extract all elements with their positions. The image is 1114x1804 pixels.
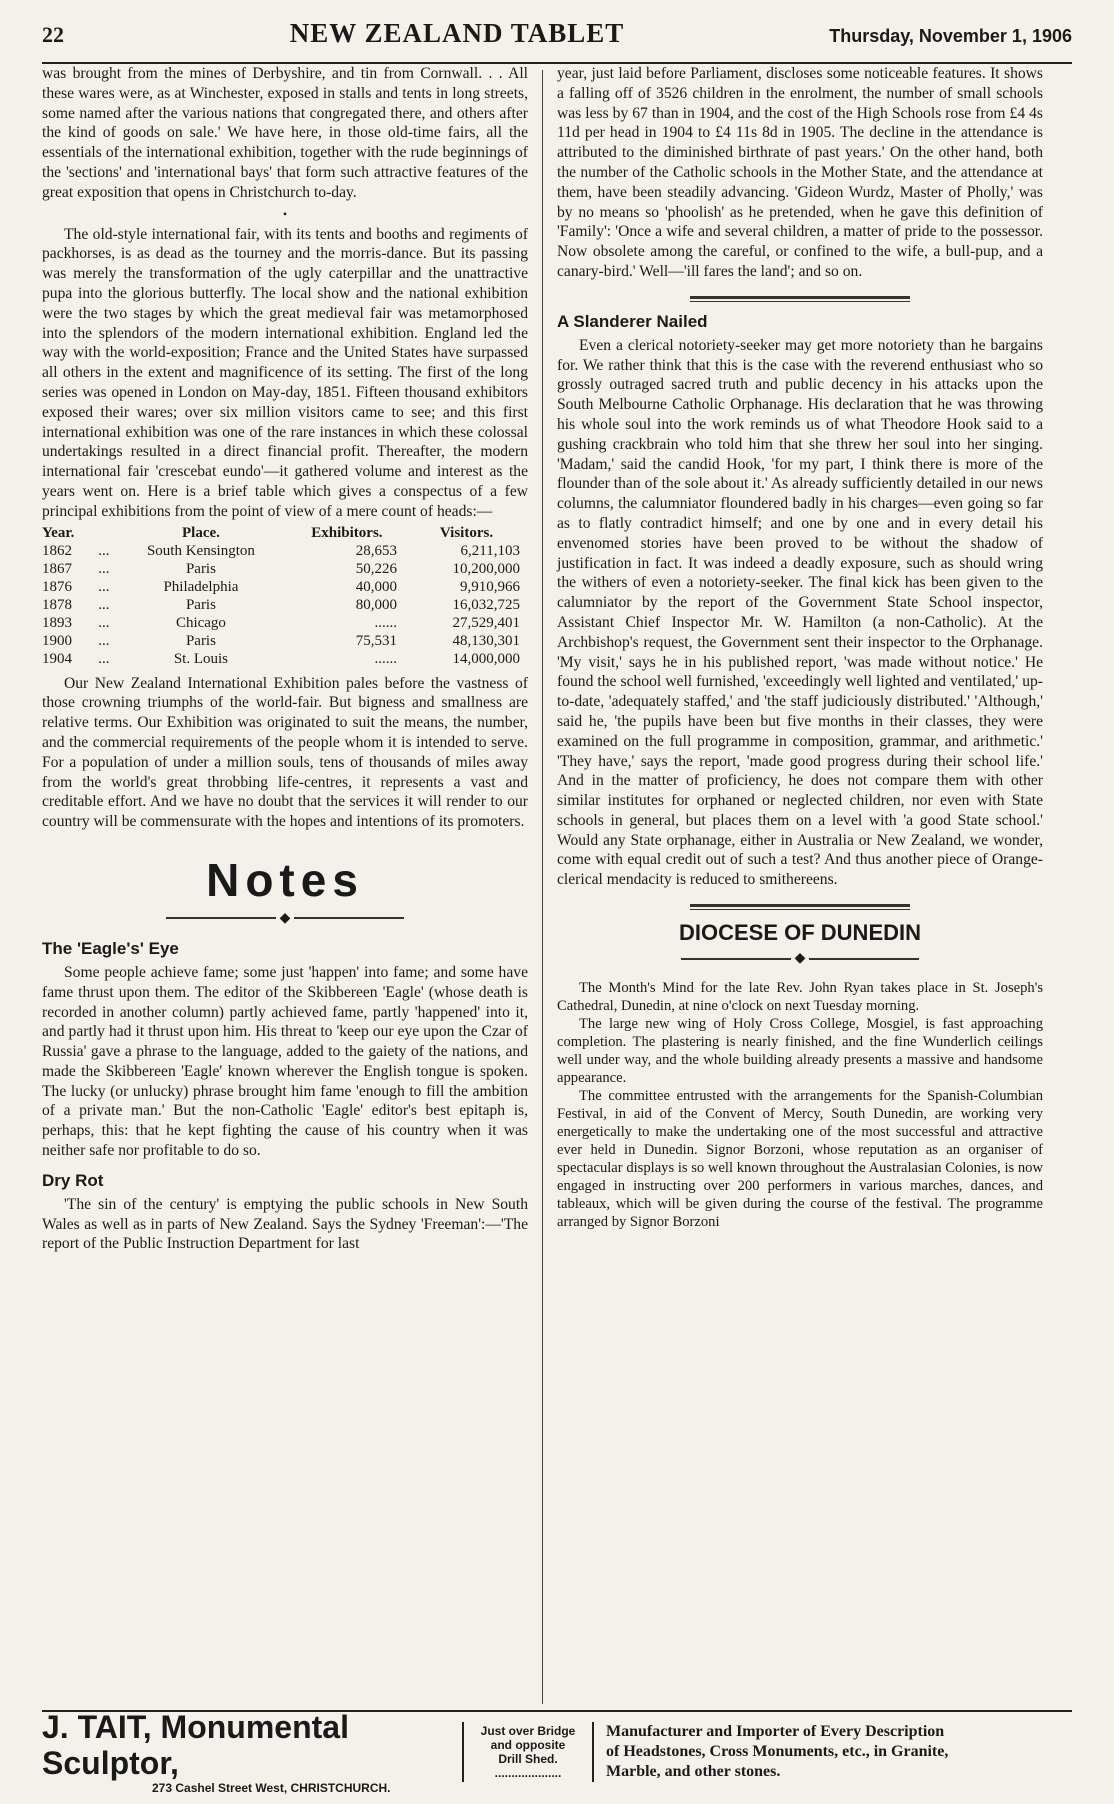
diocese-paragraph-3: The committee entrusted with the arrangements for the Spanish-Columbian Festival, in aid of the Convent of Mercy, South Dunedin, are working very energetically to make the undertaking one of the most successful and attractive ever held in Dunedin. Signor Borzoni, whose reputation as an organiser of spectacular displays is so well known throughout the Australasian Colonies, is now engaged in instructing over 200 performers in various marches, dances, and tableaux, which will be given during the course of the festival. The programme arranged by Signor Borzoni	[557, 1088, 1043, 1231]
cell-place: South Kensington	[146, 542, 255, 559]
ad-name-block	[42, 1709, 462, 1795]
ad-desc-line-3: Marble, and other stones.	[606, 1763, 781, 1780]
ad-location-line-1: Just over Bridge	[480, 1724, 576, 1738]
right-column	[543, 64, 1043, 1704]
cell-dots: ...	[98, 578, 110, 595]
ornament-bar-left	[166, 917, 276, 919]
cell-year: 1862	[42, 542, 72, 559]
cell-dots: ...	[98, 632, 110, 649]
separator-dot: •	[282, 206, 288, 221]
cell-exhibitors: 40,000	[355, 578, 397, 595]
diamond-icon: ◆	[279, 910, 291, 926]
cell-exhibitors: ......	[374, 650, 397, 667]
slanderer-heading: A Slanderer Nailed	[557, 311, 708, 331]
cell-place: St. Louis	[173, 650, 229, 667]
notes-heading: Notes	[206, 853, 364, 906]
cell-exhibitors: 50,226	[355, 560, 397, 577]
cell-visitors: 14,000,000	[452, 650, 520, 667]
ad-location-line-3: Drill Shed.	[498, 1752, 558, 1766]
table-row	[42, 542, 528, 560]
ad-description	[594, 1722, 1072, 1782]
issue-date: Thursday, November 1, 1906	[829, 26, 1072, 46]
header-exhibitors: Exhibitors.	[311, 524, 383, 541]
cell-year: 1867	[42, 560, 72, 577]
columns	[42, 64, 1072, 1704]
table-row	[42, 578, 528, 596]
ad-desc-line-2: of Headstones, Cross Monuments, etc., in Granite,	[606, 1743, 949, 1760]
eagle-heading: The 'Eagle's' Eye	[42, 938, 179, 958]
ornament-bar-right	[294, 917, 404, 919]
cell-year: 1900	[42, 632, 72, 649]
cell-dots: ...	[98, 596, 110, 613]
diamond-icon: ◆	[794, 951, 806, 967]
cell-dots: ...	[98, 650, 110, 667]
cell-exhibitors: 75,531	[355, 632, 397, 649]
cell-year: 1878	[42, 596, 72, 613]
left-column	[42, 64, 542, 1704]
diocese-paragraph-1: The Month's Mind for the late Rev. John Ryan takes place in St. Joseph's Cathedral, Dunedin, at nine o'clock on next Tuesday morning.	[557, 980, 1043, 1015]
header-dots	[95, 524, 113, 542]
cell-year: 1893	[42, 614, 72, 631]
ad-desc-line-1: Manufacturer and Importer of Every Description	[606, 1723, 945, 1740]
cell-dots: ...	[98, 614, 110, 631]
cell-visitors: 27,529,401	[452, 614, 520, 631]
header-visitors: Visitors.	[439, 524, 494, 541]
ad-location-line-2: and opposite	[490, 1738, 566, 1752]
cell-visitors: 16,032,725	[452, 596, 520, 613]
section-divider	[690, 296, 910, 302]
dry-rot-paragraph: 'The sin of the century' is emptying the public schools in New South Wales as well as in parts of New Zealand. Says the Sydney 'Freeman':—'The report of the Public Instruction Department for last	[42, 1195, 528, 1253]
diocese-heading: DIOCESE OF DUNEDIN	[678, 920, 922, 946]
eagle-paragraph: Some people achieve fame; some just 'happen' into fame; and some have fame thrust upon them. The editor of the Skibbereen 'Eagle' (whose death is recorded in another column) partly achieved fame, partly 'happened' into it, and partly had it thrust upon him. His threat to 'keep our eye upon the Czar of Russia' gave a phrase to the language, added to the gaiety of the nations, and made the Skibbereen 'Eagle' known wherever the English tongue is spoken. The lucky (or unlucky) phrase brought him fame 'enough to fill the ambition of a private man.' But the non-Catholic 'Eagle' editor's best epitaph is, perhaps, this: that he kept fighting the cause of his country when it was neither safe nor profitable to do so.	[42, 963, 528, 1160]
newspaper-title: NEW ZEALAND TABLET	[289, 18, 625, 48]
ornament-divider	[42, 910, 528, 927]
cell-place: Paris	[185, 596, 216, 613]
diocese-paragraph-2: The large new wing of Holy Cross College, Mosgiel, is fast approaching completion. The plastering is nearly finished, and the fine Wunderlich ceilings well under way, and the whole building already presents a massive and handsome appearance.	[557, 1016, 1043, 1087]
exhibition-paragraph-3: Our New Zealand International Exhibition pales before the vastness of those crowning triumphs of the world-fair. But bigness and smallness are relative terms. Our Exhibition was originated to suit the means, the number, and the commercial requirements of the people whom it is intended to serve. For a population of under a million souls, tens of thousands of miles away from the world's great throbbing life-centres, it represents a vast and creditable effort. And we have no doubt that the services it will render to our country will be commensurate with the hopes and intentions of its promoters.	[42, 674, 528, 831]
dry-rot-heading: Dry Rot	[42, 1170, 104, 1190]
masthead	[42, 18, 1072, 64]
cell-year: 1876	[42, 578, 72, 595]
exhibition-paragraph-1: was brought from the mines of Derbyshire, and tin from Cornwall. . . All these wares were, as at Winchester, exposed in stalls and tents in long streets, some named after the various nations that congregated there, and others after the kind of goods on sale.' We have here, in those old-time fairs, all the essentials of the international exhibition, together with the rude beginnings of the 'sections' and 'international bays' that form such attractive features of the great exposition that opens in Christchurch to-day.	[42, 65, 528, 201]
slanderer-paragraph: Even a clerical notoriety-seeker may get more notoriety than he bargains for. We rather think that this is the case with the reverend enthusiast who so grossly outraged sacred truth and public decency in his attacks upon the South Melbourne Catholic Orphanage. His declaration that he was throwing his whole soul into the work reminds us of what Theodore Hook said to a gushing crackbrain who told him that she threw her soul into her singing. 'Madam,' said the candid Hook, 'for my part, I think there is more of the flounder than of the sole about it.' As already sufficiently detailed in our news columns, the calumniator floundered badly in his charges—even going so far as to flatly contradict himself; and one by one and in every detail his envenomed stories have been proved to be without the shadow of justification in fact. It was indeed a deadly exposure, such as should wring the withers of even a notoriety-seeker. The final kick has been given to the calumniator by the report of the Government State School inspector, Assistant Chief Inspector Mr. W. Hamilton (a non-Catholic). At the Archbishop's request, the Government sent their inspector to the Orphanage. 'My visit,' says he in his published report, 'was made without notice.' He found the school well furnished, 'exceedingly well lighted and ventilated,' up-to-date, 'adequately staffed,' and 'the staff judiciously distributed.' 'Although,' said he, 'the pupils have been but five months in their classes, they were examined on the full programme in composition, grammar, and arithmetic.' 'They have,' says the report, 'made good progress during their school life.' And in the matter of proficiency, he does not compare them with other similar institutes for orphaned or neglected children, nor even with State schools in general, but places them on a level with 'a good State school.' Would any State orphanage, either in Australia or New Zealand, we wonder, come with equal credit out of such a test? And thus another piece of Orange-clerical mendacity is reduced to smithereens.	[557, 336, 1043, 889]
cell-exhibitors: 80,000	[355, 596, 397, 613]
cell-visitors: 10,200,000	[452, 560, 520, 577]
ornament-bar-left	[681, 958, 791, 960]
dry-rot-continued: year, just laid before Parliament, discloses some noticeable features. It shows a falling off of 3526 children in the enrolment, the number of small schools was less by 67 than in 1904, and the cost of the High Schools rose from £4 4s 11d per head in 1904 to £4 11s 8d in 1905. The decline in the attendance is attributed to the diminished birthrate of past years.' On the other hand, both the number of the Catholic schools in the Mother State, and the attendance at them, have been steadily advancing. 'Gideon Wurdz, Master of Pholly,' was by no means so 'phoolish' as he pretended, when he gave this definition of 'Family': 'Once a wife and several children, a matter of pride to the possessor. Now obsolete among the careful, or confined to the wife, a bull-pup, and a canary-bird.' Well—'ill fares the land'; and so on.	[557, 65, 1043, 280]
cell-place: Philadelphia	[163, 578, 239, 595]
cell-dots: ...	[98, 560, 110, 577]
ornament-divider	[557, 950, 1043, 967]
ad-location-block	[462, 1722, 594, 1782]
ad-location-dots: ....................	[494, 1766, 562, 1780]
section-divider	[690, 904, 910, 910]
advertisement	[42, 1709, 1072, 1795]
ornament-bar-right	[809, 958, 919, 960]
cell-exhibitors: ......	[374, 614, 397, 631]
cell-visitors: 48,130,301	[452, 632, 520, 649]
cell-visitors: 6,211,103	[460, 542, 520, 559]
ad-business-name: J. TAIT, Monumental Sculptor,	[42, 1709, 349, 1781]
table-row	[42, 596, 528, 614]
ad-address: 273 Cashel Street West, CHRISTCHURCH.	[152, 1781, 391, 1795]
cell-dots: ...	[98, 542, 110, 559]
cell-place: Paris	[185, 560, 216, 577]
table-row	[42, 560, 528, 578]
header-year: Year.	[42, 524, 75, 541]
cell-place: Chicago	[175, 614, 226, 631]
table-header-row	[42, 524, 528, 542]
table-row	[42, 632, 528, 650]
cell-visitors: 9,910,966	[460, 578, 520, 595]
cell-exhibitors: 28,653	[355, 542, 397, 559]
table-row	[42, 614, 528, 632]
cell-place: Paris	[185, 632, 216, 649]
page-number: 22	[42, 22, 64, 47]
exhibition-table	[42, 524, 528, 668]
exhibition-paragraph-2: The old-style international fair, with its tents and booths and regiments of packhorses, is as dead as the tourney and the morris-dance. But its passing was merely the transformation of the ugly caterpillar and the unattractive pupa into the glorious butterfly. The local show and the national exhibition were the two stages by which the great medieval fair was metamorphosed into the splendors of the modern international exhibition. England led the way with the world-exposition; France and the United States have surpassed all others in the extent and magnificence of its setting. The first of the long series was opened in London on May-day, 1851. Fifteen thousand exhibitors exposed their wares; over six million visitors came to see; and this first international exhibition was one of the rare instances in which these colossal undertakings resulted in a direct financial profit. Thereafter, the modern international fair 'crescebat eundo'—it gathered volume and interest as the years went on. Here is a brief table which gives a conspectus of a few principal exhibitions from the point of view of a mere count of heads:—	[42, 225, 528, 520]
cell-year: 1904	[42, 650, 72, 667]
header-place: Place.	[181, 524, 220, 541]
table-row	[42, 650, 528, 668]
